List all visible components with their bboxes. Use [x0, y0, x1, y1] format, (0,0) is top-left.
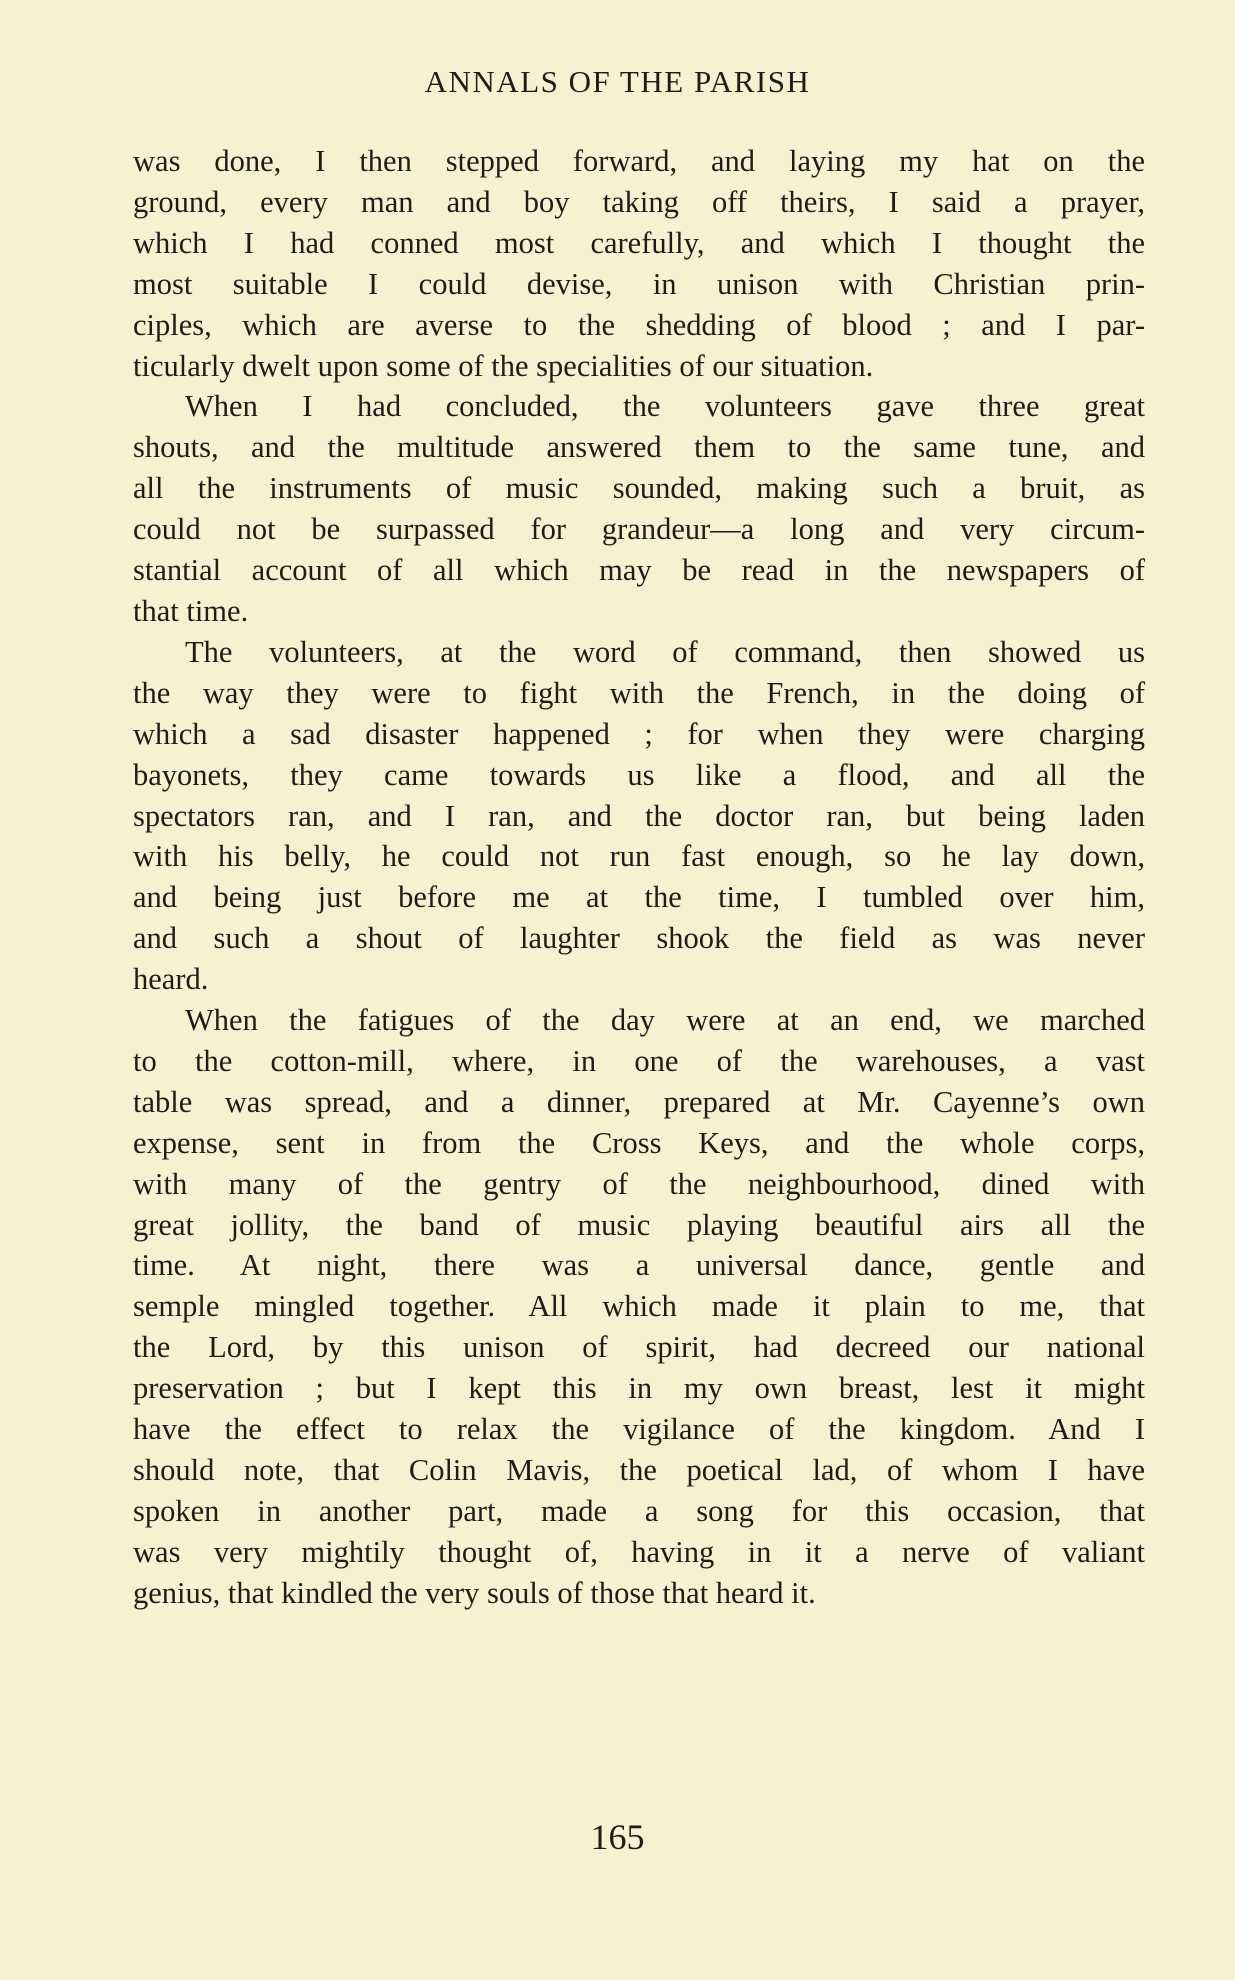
text-line: which I had conned most carefully, and which I thought the	[133, 225, 1145, 260]
text-line: and such a shout of laughter shook the field as was never	[133, 921, 1145, 956]
text-line: heard.	[133, 962, 209, 997]
text-line: which a sad disaster happened ; for when they were charging	[133, 716, 1145, 751]
text-line: have the effect to relax the vigilance of the kingdom. And I	[133, 1412, 1145, 1447]
text-line: When I had concluded, the volunteers gave three great	[185, 389, 1145, 424]
text-line: should note, that Colin Mavis, the poetical lad, of whom I have	[133, 1453, 1145, 1487]
text-line: genius, that kindled the very souls of those that heard it.	[133, 1575, 816, 1610]
text-line: the Lord, by this unison of spirit, had decreed our national	[133, 1330, 1145, 1365]
text-line: all the instruments of music sounded, making such a bruit, as	[133, 471, 1145, 506]
running-head: ANNALS OF THE PARISH	[424, 64, 811, 99]
text-line: When the fatigues of the day were at an end, we marched	[185, 1003, 1145, 1038]
text-line: time. At night, there was a universal dance, gentle and	[133, 1248, 1145, 1283]
text-line: table was spread, and a dinner, prepared at Mr. Cayenne’s own	[133, 1084, 1145, 1119]
text-line: could not be surpassed for grandeur—a long and very circum-	[133, 512, 1145, 547]
text-line: and being just before me at the time, I tumbled over him,	[133, 880, 1145, 915]
text-line: spoken in another part, made a song for this occasion, that	[133, 1493, 1145, 1528]
text-line: most suitable I could devise, in unison with Christian prin-	[133, 266, 1145, 301]
body-text	[133, 141, 1145, 1614]
text-line: semple mingled together. All which made it plain to me, that	[133, 1289, 1145, 1324]
text-line: that time.	[133, 593, 249, 628]
text-line: the way they were to fight with the French, in the doing of	[133, 675, 1145, 710]
text-line: bayonets, they came towards us like a flood, and all the	[133, 757, 1145, 792]
text-line: was done, I then stepped forward, and laying my hat on the	[133, 144, 1145, 178]
text-line: shouts, and the multitude answered them to the same tune, and	[133, 430, 1145, 465]
text-line: ciples, which are averse to the shedding of blood ; and I par-	[133, 307, 1145, 342]
text-line: ticularly dwelt upon some of the specialities of our situation.	[133, 348, 874, 383]
text-line: to the cotton-mill, where, in one of the warehouses, a vast	[133, 1043, 1145, 1078]
text-line: ground, every man and boy taking off theirs, I said a prayer,	[133, 184, 1145, 219]
text-line: was very mightily thought of, having in it a nerve of valiant	[133, 1534, 1145, 1569]
text-line: spectators ran, and I ran, and the doctor ran, but being laden	[133, 798, 1145, 833]
text-line: great jollity, the band of music playing beautiful airs all the	[133, 1207, 1145, 1242]
text-line: with many of the gentry of the neighbourhood, dined with	[133, 1166, 1145, 1201]
text-line: with his belly, he could not run fast enough, so he lay down,	[133, 839, 1145, 874]
page-number: 165	[590, 1817, 645, 1857]
text-line: stantial account of all which may be read in the newspapers of	[133, 553, 1145, 588]
text-line: expense, sent in from the Cross Keys, and the whole corps,	[133, 1125, 1145, 1160]
text-line: The volunteers, at the word of command, then showed us	[185, 634, 1145, 669]
text-line: preservation ; but I kept this in my own breast, lest it might	[133, 1371, 1145, 1406]
